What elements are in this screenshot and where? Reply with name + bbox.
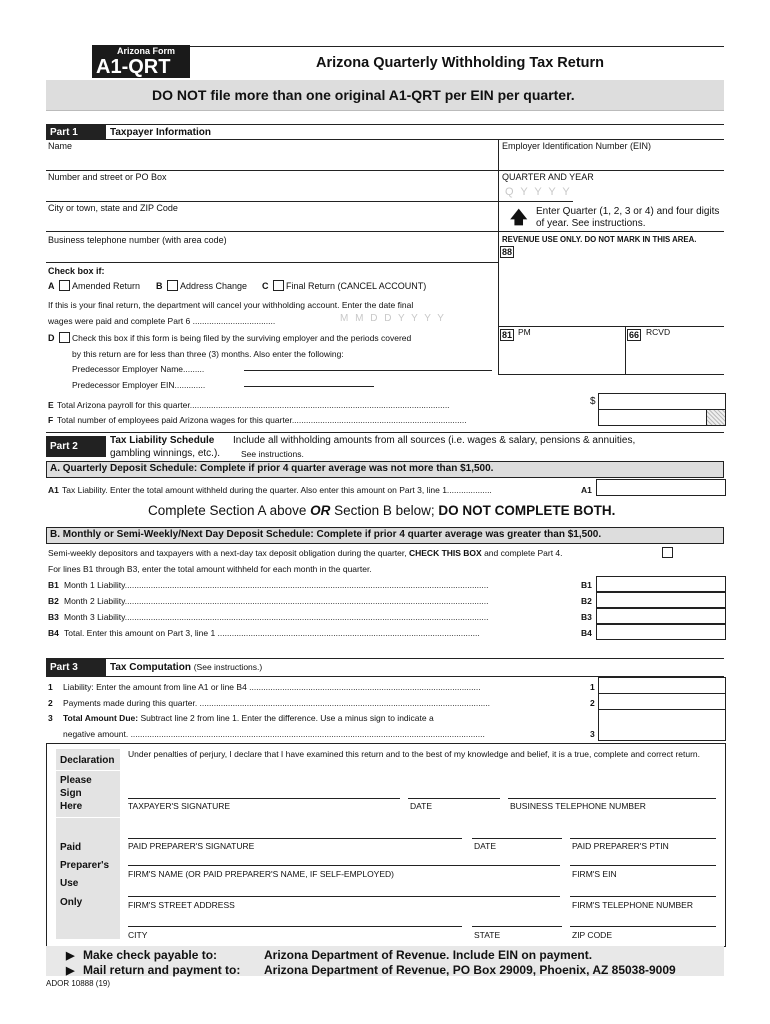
dollar-sign: $ (590, 396, 596, 407)
city-input[interactable] (46, 214, 496, 231)
part3-label: Part 3 (46, 659, 106, 676)
predecessor-name-label: Predecessor Employer Name......... (72, 364, 205, 374)
form-title: Arizona Quarterly Withholding Tax Return (316, 55, 605, 71)
b4-right: B4 (581, 628, 592, 638)
amended-return-label: Amended Return (72, 281, 141, 291)
p3-line3-right: 3 (590, 729, 595, 739)
semiweekly-note (48, 548, 563, 558)
part3-title-wrap (110, 662, 262, 673)
semiweekly-pre: Semi-weekly depositors and taxpayers with a next-day tax deposit obligation during the quarter, (48, 548, 409, 558)
b2-code: B2 (48, 596, 59, 606)
section-a-header-text: A. Quarterly Deposit Schedule: Complete if prior 4 quarter average was not more than $1,500. (50, 463, 494, 474)
firm-name-label: FIRM'S NAME (OR PAID PREPARER'S NAME, IF SELF-EMPLOYED) (128, 869, 394, 879)
pm-label: PM (518, 327, 531, 337)
here-label: Here (60, 801, 83, 812)
part1-label: Part 1 (46, 125, 106, 140)
surviving-employer-checkbox[interactable] (59, 332, 70, 343)
mail-arrow-icon: ▶ (66, 965, 75, 977)
p3-line3-rest: Subtract line 2 from line 1. Enter the difference. Use a minus sign to indicate a (138, 713, 434, 723)
street-input[interactable] (46, 183, 496, 201)
part2-label: Part 2 (46, 436, 106, 457)
b1-right: B1 (581, 580, 592, 590)
firm-phone-input[interactable] (570, 884, 716, 897)
mail-label: Mail return and payment to: (83, 963, 241, 977)
f-text: Total number of employees paid Arizona wages for this quarter.......................................................................... (57, 415, 467, 425)
phone-input[interactable] (46, 246, 496, 261)
payable-label: Make check payable to: (83, 948, 218, 962)
b2-right: B2 (581, 596, 592, 606)
employees-shaded (706, 409, 726, 426)
b1-code: B1 (48, 580, 59, 590)
taxpayer-signature-input[interactable] (128, 784, 400, 799)
b3-code: B3 (48, 612, 59, 622)
p3-line1-num: 1 (48, 682, 53, 692)
rcvd-label: RCVD (646, 327, 671, 337)
b2-text: Month 2 Liability.......................................................................................................................................................... (64, 596, 489, 606)
code-88: 88 (502, 247, 513, 257)
p3-line1-text: Liability: Enter the amount from line A1 or line B4 .................................................................................................. (63, 682, 481, 692)
part2-desc-1: Include all withholding amounts from all sources (i.e. wages & salary, pensions & annuities, (233, 435, 636, 446)
predecessor-ein-label: Predecessor Employer EIN............. (72, 380, 206, 390)
p3-line2-num: 2 (48, 698, 53, 708)
a-letter: A (48, 281, 55, 291)
part2-desc-2: gambling winnings, etc.). (110, 448, 221, 459)
e-letter: E (48, 400, 54, 410)
taxpayer-date-label: DATE (410, 801, 433, 811)
b3-input[interactable] (596, 608, 726, 624)
check-box-if-label: Check box if: (48, 266, 105, 276)
payable-value: Arizona Department of Revenue. Include EIN on payment. (264, 948, 593, 962)
semiweekly-post: and complete Part 4. (481, 548, 563, 558)
form-code: ADOR 10888 (19) (46, 979, 111, 988)
predecessor-name-input[interactable] (244, 358, 492, 371)
quarter-year-label: QUARTER AND YEAR (502, 172, 594, 182)
preparer-signature-input[interactable] (128, 824, 462, 839)
semiweekly-checkbox[interactable] (662, 547, 673, 558)
final-return-checkbox[interactable] (273, 280, 284, 291)
preparer-ptin-input[interactable] (570, 824, 716, 839)
quarter-year-input[interactable]: Q Y Y Y Y (505, 186, 572, 198)
zip-label: ZIP CODE (572, 930, 612, 940)
p3-line2-input[interactable] (598, 693, 726, 710)
declaration-label: Declaration (60, 755, 115, 766)
revenue-use-label: REVENUE USE ONLY. DO NOT MARK IN THIS AREA. (502, 235, 697, 244)
code-81: 81 (502, 330, 513, 340)
state-input[interactable] (472, 914, 562, 927)
firm-street-label: FIRM'S STREET ADDRESS (128, 900, 235, 910)
amended-return-checkbox[interactable] (59, 280, 70, 291)
declaration-text: Under penalties of perjury, I declare that I have examined this return and to the best of my knowledge and belief, it is a true, complete and correct return. (128, 749, 701, 759)
complete-note (148, 503, 615, 518)
part3-see-instructions: (See instructions.) (193, 662, 263, 672)
only-label: Only (60, 897, 83, 908)
part1-title: Taxpayer Information (110, 127, 211, 138)
a1-code: A1 (48, 485, 59, 495)
p3-line3-text (63, 713, 434, 723)
preparers-label: Preparer's (60, 860, 110, 871)
p3-line3-bold: Total Amount Due: (63, 713, 139, 723)
final-text-2: wages were paid and complete Part 6 ................................... (48, 316, 276, 326)
semiweekly-bold: CHECK THIS BOX (408, 548, 482, 558)
business-phone-label: BUSINESS TELEPHONE NUMBER (510, 801, 646, 811)
up-arrow-icon: 🡅 (510, 208, 528, 227)
paid-label: Paid (60, 842, 82, 853)
preparer-signature-label: PAID PREPARER'S SIGNATURE (128, 841, 255, 851)
b4-input[interactable] (596, 624, 726, 640)
e-text: Total Arizona payroll for this quarter.............................................................................................................. (57, 400, 450, 410)
street-label: Number and street or PO Box (48, 172, 167, 182)
preparer-ptin-label: PAID PREPARER'S PTIN (572, 841, 669, 851)
part2-see-instructions: See instructions. (241, 449, 304, 459)
final-date-input[interactable]: M M D D Y Y Y Y (340, 313, 446, 324)
d-letter: D (48, 333, 55, 343)
firm-ein-label: FIRM'S EIN (572, 869, 617, 879)
p3-line2-right: 2 (590, 698, 595, 708)
b-letter: B (156, 281, 163, 291)
employees-count-input[interactable] (598, 409, 708, 426)
taxpayer-date-input[interactable] (408, 784, 500, 799)
f-letter: F (48, 415, 54, 425)
form-id: A1-QRT (96, 56, 171, 78)
address-change-checkbox[interactable] (167, 280, 178, 291)
c-letter: C (262, 281, 269, 291)
p3-line3-num: 3 (48, 713, 53, 723)
preparer-date-label: DATE (474, 841, 497, 851)
use-label: Use (60, 878, 79, 889)
b4-text: Total. Enter this amount on Part 3, line 1 ............................................................................................................... (64, 628, 480, 638)
preparer-date-input[interactable] (472, 824, 562, 839)
b-lines-intro: For lines B1 through B3, enter the total amount withheld for each month in the quarter. (48, 564, 372, 574)
firm-name-input[interactable] (128, 853, 560, 866)
ein-input[interactable] (500, 152, 724, 170)
complete-pre: Complete Section A above (148, 503, 311, 518)
please-label: Please (60, 775, 92, 786)
name-label: Name (48, 141, 73, 151)
complete-mid: Section B below; (330, 503, 439, 518)
d-text-1: Check this box if this form is being filed by the surviving employer and the periods covered (72, 333, 412, 343)
p3-line1-input[interactable] (598, 677, 726, 694)
a1-input[interactable] (596, 479, 726, 496)
part2-title: Tax Liability Schedule (110, 435, 215, 446)
a1-right-code: A1 (581, 485, 592, 495)
code-66: 66 (629, 330, 640, 340)
a1-text: Tax Liability. Enter the total amount withheld during the quarter. Also enter this amount on Part 3, line 1................... (62, 485, 492, 495)
business-phone-input[interactable] (508, 784, 716, 799)
p3-line2-text: Payments made during this quarter. ........................................................................................................................... (63, 698, 491, 708)
ein-label: Employer Identification Number (EIN) (502, 141, 652, 151)
b3-text: Month 3 Liability.......................................................................................................................................................... (64, 612, 489, 622)
city-label-sig: CITY (128, 930, 148, 940)
firm-street-input[interactable] (128, 884, 560, 897)
b4-code: B4 (48, 628, 59, 638)
total-payroll-input[interactable] (598, 393, 726, 410)
final-return-label: Final Return (CANCEL ACCOUNT) (286, 281, 427, 291)
zip-input[interactable] (570, 914, 716, 927)
phone-label: Business telephone number (with area code) (48, 235, 227, 245)
p3-line1-right: 1 (590, 682, 595, 692)
b3-right: B3 (581, 612, 592, 622)
p3-line3-input[interactable] (598, 709, 726, 741)
part3-title: Tax Computation (110, 662, 191, 673)
sign-label: Sign (60, 788, 82, 799)
d-text-2: by this return are for less than three (3) months. Also enter the following: (72, 349, 344, 359)
state-label: STATE (474, 930, 501, 940)
firm-phone-label: FIRM'S TELEPHONE NUMBER (572, 900, 693, 910)
mail-value: Arizona Department of Revenue, PO Box 29009, Phoenix, AZ 85038-9009 (264, 963, 676, 977)
section-b-header-text: B. Monthly or Semi-Weekly/Next Day Deposit Schedule: Complete if prior 4 quarter average was greater than $1,500. (50, 529, 602, 540)
complete-bold: DO NOT COMPLETE BOTH. (438, 503, 616, 518)
b1-input[interactable] (596, 576, 726, 592)
complete-or: OR (310, 503, 331, 518)
taxpayer-signature-label: TAXPAYER'S SIGNATURE (128, 801, 231, 811)
final-text-1: If this is your final return, the department will cancel your withholding account. Enter the date final (48, 300, 414, 310)
payable-arrow-icon: ▶ (66, 950, 75, 962)
firm-ein-input[interactable] (570, 853, 716, 866)
form-small-label: Arizona Form (117, 46, 176, 56)
address-change-label: Address Change (180, 281, 248, 291)
banner-text: DO NOT file more than one original A1-QRT per EIN per quarter. (152, 87, 575, 103)
b2-input[interactable] (596, 592, 726, 608)
b1-text: Month 1 Liability.......................................................................................................................................................... (64, 580, 489, 590)
name-input[interactable] (46, 152, 496, 170)
p3-line3-text-b: negative amount. ...................................................................................................................................................... (63, 729, 485, 739)
city-input-sig[interactable] (128, 914, 462, 927)
predecessor-ein-input[interactable] (244, 374, 374, 387)
city-label: City or town, state and ZIP Code (48, 203, 178, 213)
enter-quarter-note: Enter Quarter (1, 2, 3 or 4) and four digits of year. See instructions. (536, 206, 720, 229)
